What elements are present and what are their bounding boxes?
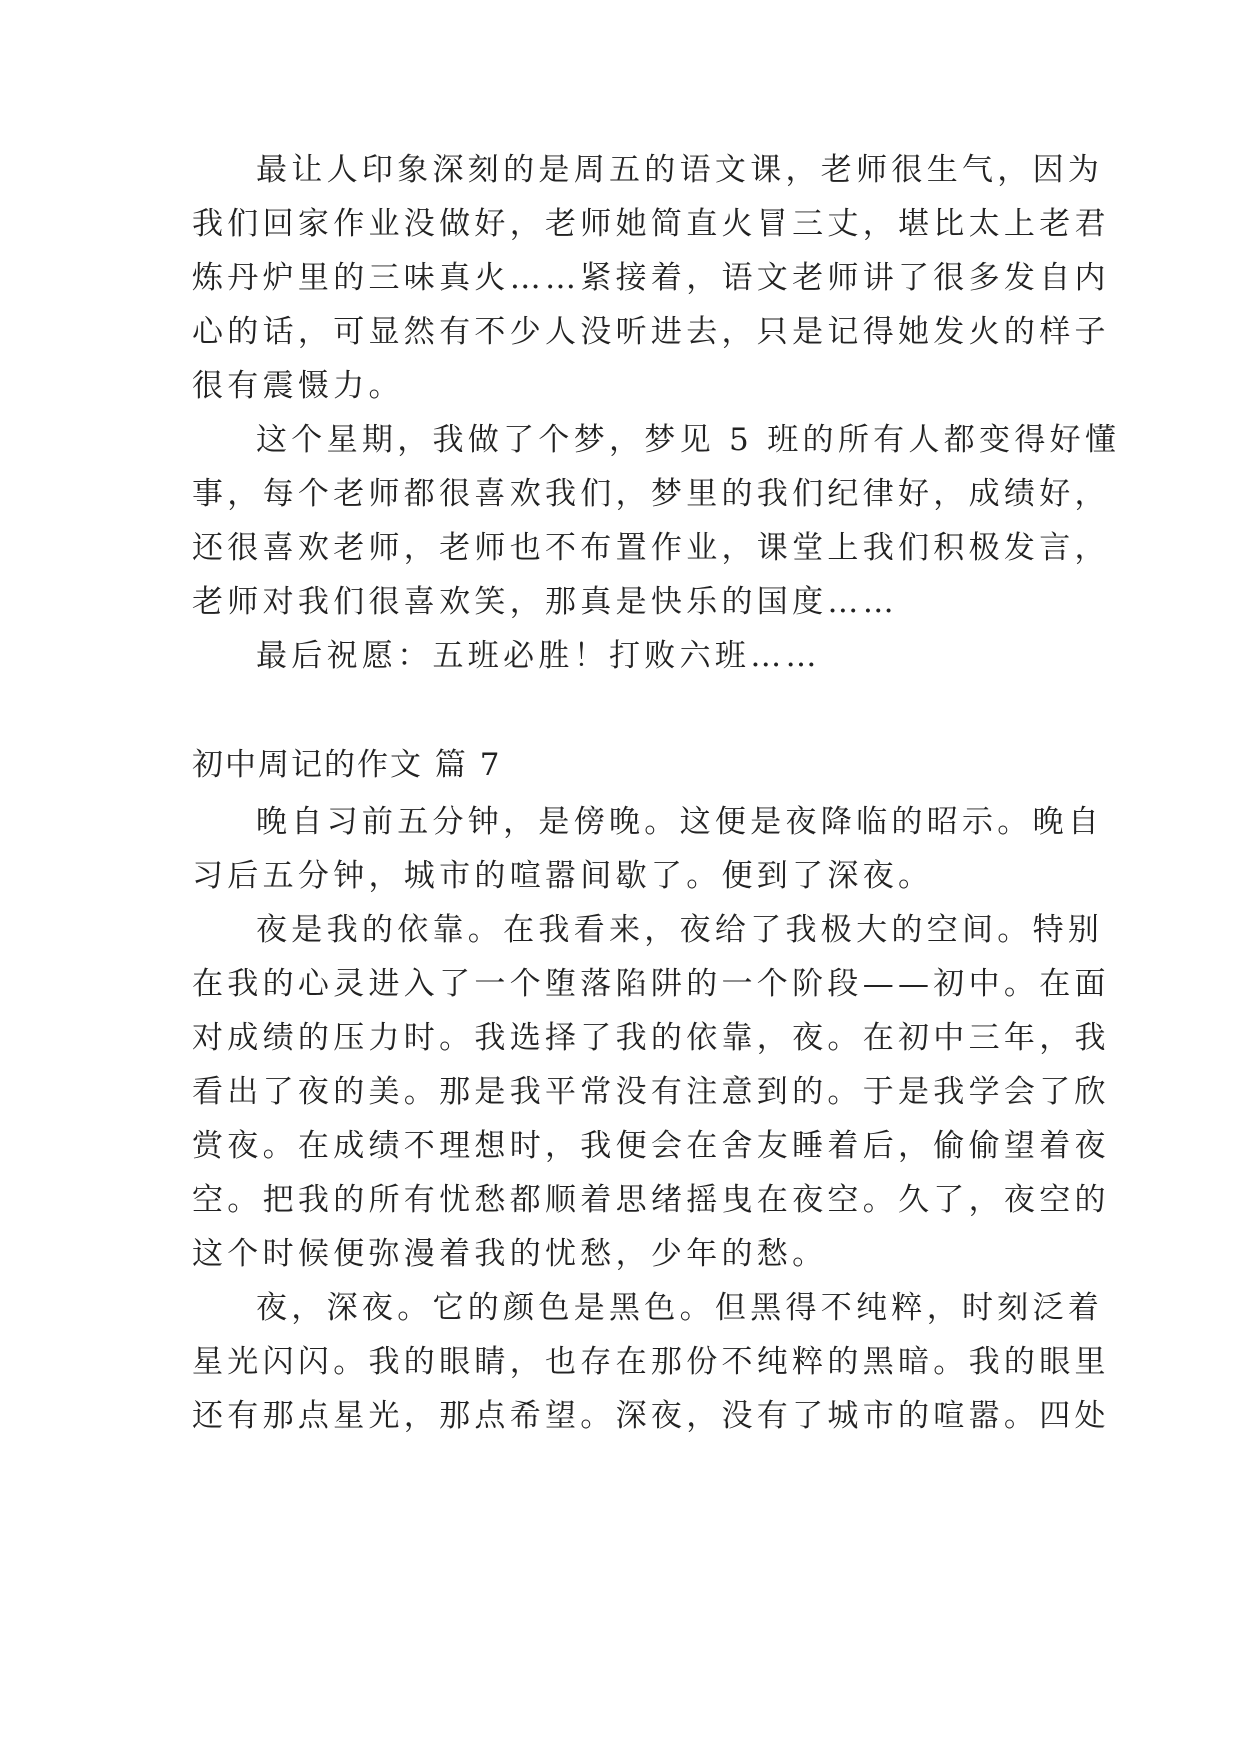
paragraph-3-line-1: 最后祝愿：五班必胜！打败六班……	[256, 638, 821, 674]
paragraph-2-line-4: 老师对我们很喜欢笑，那真是快乐的国度……	[192, 584, 898, 620]
paragraph-2-line-1: 这个星期，我做了个梦，梦见 5 班的所有人都变得好懂	[256, 422, 1121, 458]
paragraph-1-line-4: 心的话，可显然有不少人没听进去，只是记得她发火的样子	[192, 314, 1110, 350]
paragraph-2-line-3: 还很喜欢老师，老师也不布置作业，课堂上我们积极发言，	[192, 530, 1110, 566]
paragraph-1-line-2: 我们回家作业没做好，老师她简直火冒三丈，堪比太上老君	[192, 206, 1110, 242]
paragraph-4-line-2: 习后五分钟，城市的喧嚣间歇了。便到了深夜。	[192, 858, 934, 894]
paragraph-5-line-5: 赏夜。在成绩不理想时，我便会在舍友睡着后，偷偷望着夜	[192, 1128, 1110, 1164]
section-heading: 初中周记的作文 篇 7	[192, 747, 502, 783]
paragraph-5-line-1: 夜是我的依靠。在我看来，夜给了我极大的空间。特别	[256, 912, 1104, 948]
paragraph-4-line-1: 晚自习前五分钟，是傍晚。这便是夜降临的昭示。晚自	[256, 804, 1104, 840]
paragraph-1-line-5: 很有震慑力。	[192, 368, 404, 404]
paragraph-6-line-1: 夜，深夜。它的颜色是黑色。但黑得不纯粹，时刻泛着	[256, 1290, 1104, 1326]
paragraph-5-line-2: 在我的心灵进入了一个堕落陷阱的一个阶段——初中。在面	[192, 966, 1110, 1002]
paragraph-2-line-2: 事，每个老师都很喜欢我们，梦里的我们纪律好，成绩好，	[192, 476, 1110, 512]
paragraph-6-line-3: 还有那点星光，那点希望。深夜，没有了城市的喧嚣。四处	[192, 1398, 1110, 1434]
paragraph-5-line-3: 对成绩的压力时。我选择了我的依靠，夜。在初中三年，我	[192, 1020, 1110, 1056]
paragraph-6-line-2: 星光闪闪。我的眼睛，也存在那份不纯粹的黑暗。我的眼里	[192, 1344, 1110, 1380]
paragraph-5-line-7: 这个时候便弥漫着我的忧愁，少年的愁。	[192, 1236, 828, 1272]
paragraph-5-line-6: 空。把我的所有忧愁都顺着思绪摇曳在夜空。久了，夜空的	[192, 1182, 1110, 1218]
paragraph-5-line-4: 看出了夜的美。那是我平常没有注意到的。于是我学会了欣	[192, 1074, 1110, 1110]
paragraph-1-line-3: 炼丹炉里的三味真火……紧接着，语文老师讲了很多发自内	[192, 260, 1110, 296]
paragraph-1-line-1: 最让人印象深刻的是周五的语文课，老师很生气，因为	[256, 152, 1104, 188]
